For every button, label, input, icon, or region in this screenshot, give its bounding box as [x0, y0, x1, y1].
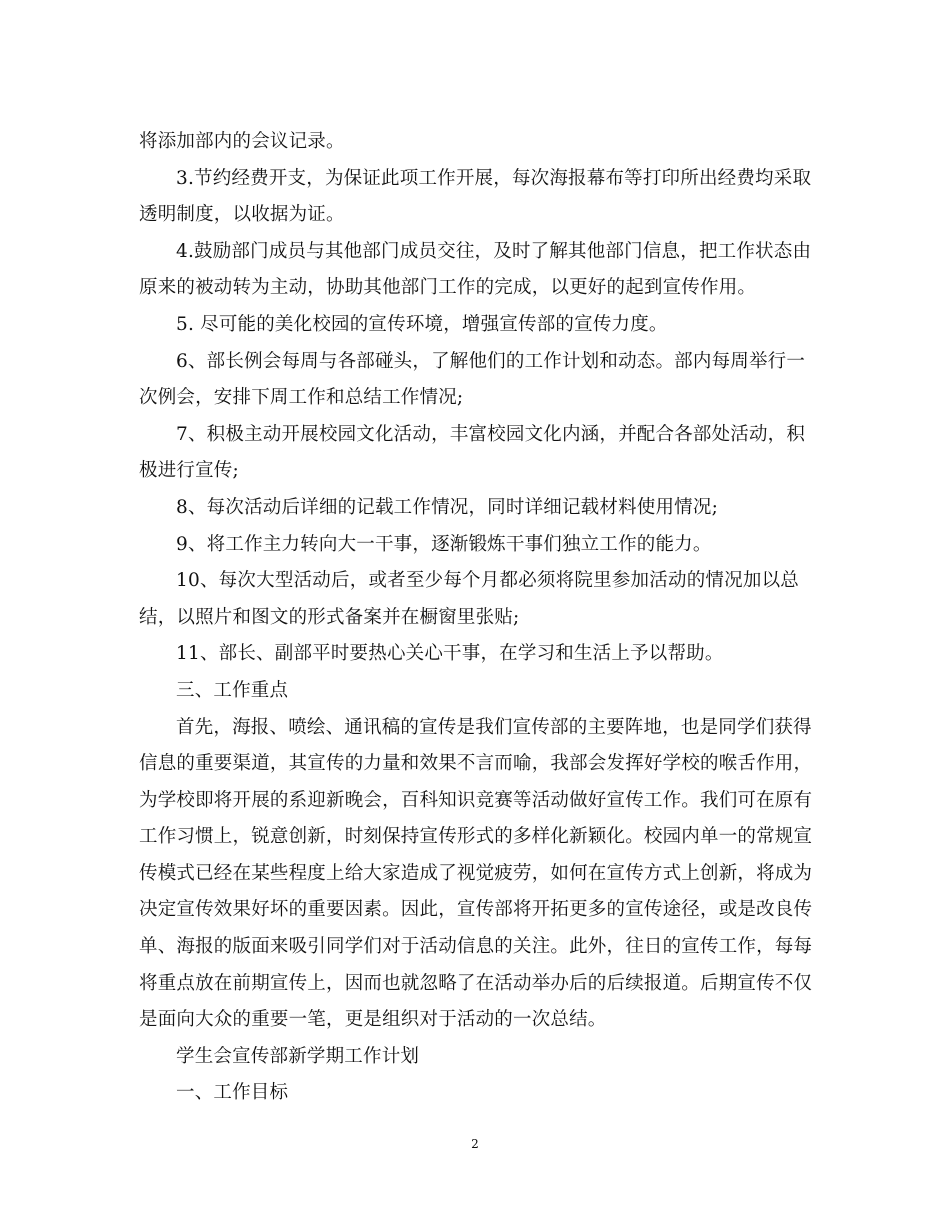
text-line: 将添加部内的会议记录。: [139, 131, 345, 152]
text-line: 11、部长、副部平时要热心关心干事，在学习和生活上予以帮助。: [176, 643, 724, 665]
text-line: 将重点放在前期宣传上，因而也就忽略了在活动举办后的后续报道。后期宣传不仅: [139, 972, 813, 994]
text-line: 原来的被动转为主动，协助其他部门工作的完成，以更好的起到宣传作用。: [139, 277, 757, 299]
text-line: 工作习惯上，锐意创新，时刻保持宣传形式的多样化新颖化。校园内单一的常规宣: [139, 826, 813, 848]
text-line: 10、每次大型活动后，或者至少每个月都必须将院里参加活动的情况加以总: [176, 570, 799, 592]
text-line: 次例会，安排下周工作和总结工作情况;: [139, 387, 464, 409]
text-line: 单、海报的版面来吸引同学们对于活动信息的关注。此外，往日的宣传工作，每每: [139, 936, 813, 958]
text-line: 传模式已经在某些程度上给大家造成了视觉疲劳，如何在宣传方式上创新，将成为: [139, 862, 813, 884]
text-line: 极进行宣传;: [139, 460, 239, 482]
document-body: [139, 124, 813, 1112]
section-heading: 一、工作目标: [176, 1082, 289, 1104]
text-line: 结，以照片和图文的形式备案并在橱窗里张贴;: [139, 606, 520, 628]
text-line: 为学校即将开展的系迎新晚会，百科知识竞赛等活动做好宣传工作。我们可在原有: [139, 789, 813, 811]
text-line: 6、部长例会每周与各部碰头，了解他们的工作计划和动态。部内每周举行一: [176, 350, 806, 372]
text-line: 8、每次活动后详细的记载工作情况，同时详细记载材料使用情况;: [176, 496, 719, 518]
document-title: 学生会宣传部新学期工作计划: [176, 1045, 420, 1067]
text-line: 3.节约经费开支，为保证此项工作开展，每次海报幕布等打印所出经费均采取: [176, 167, 812, 189]
text-line: 5. 尽可能的美化校园的宣传环境，增强宣传部的宣传力度。: [176, 313, 668, 335]
text-line: 信息的重要渠道，其宣传的力量和效果不言而喻，我部会发挥好学校的喉舌作用，: [139, 753, 813, 775]
text-line: 首先，海报、喷绘、通讯稿的宣传是我们宣传部的主要阵地，也是同学们获得: [176, 716, 812, 738]
text-line: 透明制度，以收据为证。: [139, 204, 345, 226]
text-line: 4.鼓励部门成员与其他部门成员交往，及时了解其他部门信息，把工作状态由: [176, 240, 812, 262]
text-line: 决定宣传效果好坏的重要因素。因此，宣传部将开拓更多的宣传途径，或是改良传: [139, 899, 813, 921]
text-line: 是面向大众的重要一笔，更是组织对于活动的一次总结。: [139, 1009, 607, 1031]
section-heading: 三、工作重点: [176, 679, 289, 701]
text-line: 7、积极主动开展校园文化活动，丰富校园文化内涵，并配合各部处活动，积: [176, 423, 806, 445]
page-number: 2: [471, 1137, 479, 1151]
text-line: 9、将工作主力转向大一干事，逐渐锻炼干事们独立工作的能力。: [176, 533, 712, 555]
